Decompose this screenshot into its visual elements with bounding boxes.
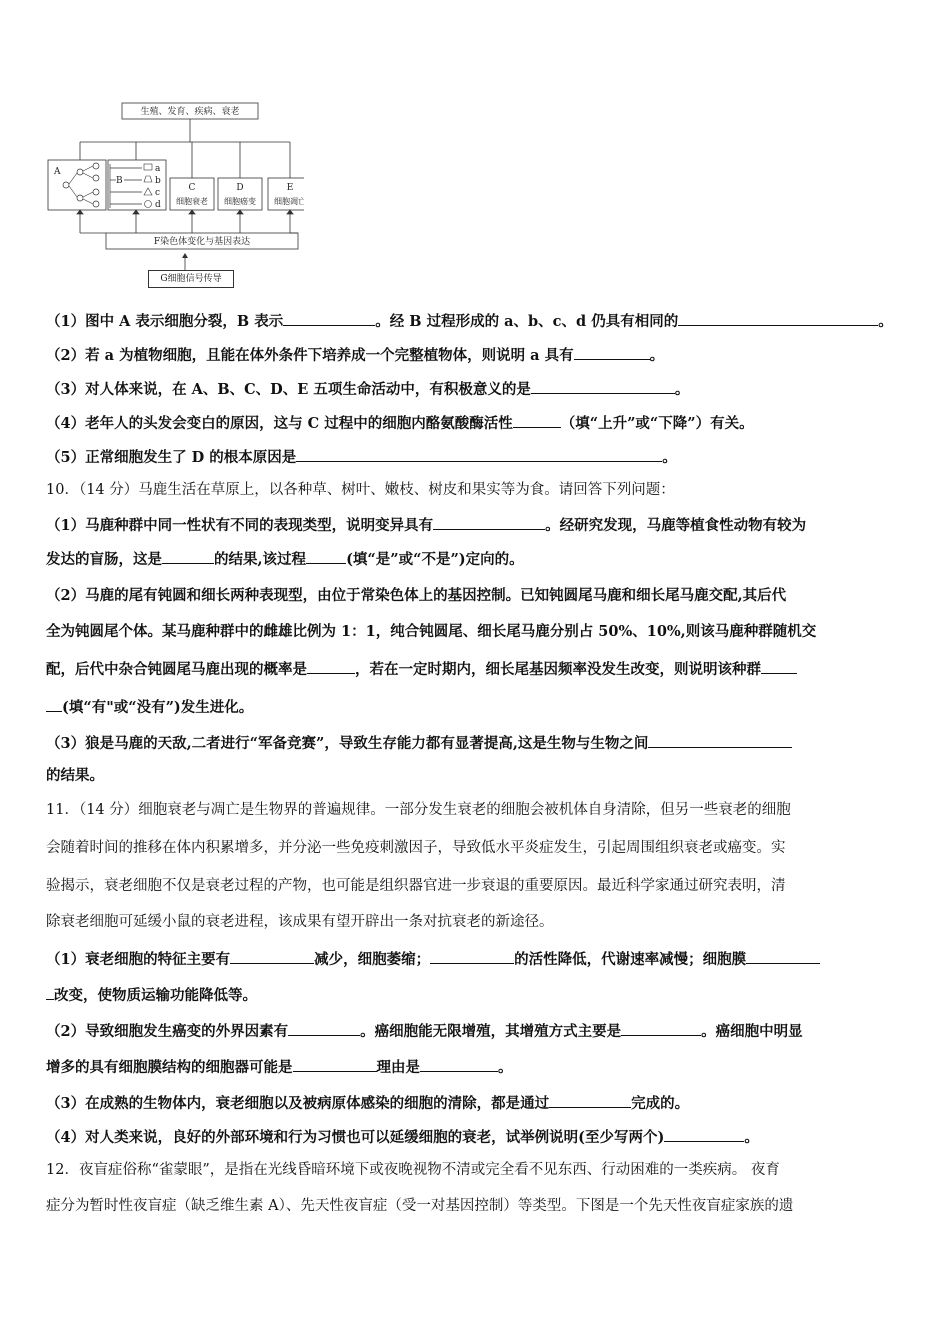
q11-part4: （4）对人类来说，良好的外部环境和行为习惯也可以延缓细胞的衰老，试举例说明(至少写两个) 。: [46, 1126, 916, 1148]
cell-life-activity-diagram: [44, 100, 304, 260]
cell-c-label: c: [155, 188, 161, 198]
q9-part5: （5）正常细胞发生了 D 的根本原因是 。: [46, 446, 916, 468]
box-c-label: 细胞衰老: [176, 197, 208, 206]
q11-part1-line2: 改变，使物质运输功能降低等。: [46, 984, 916, 1006]
q10-part1-line1: （1）马鹿种群中同一性状有不同的表现类型，说明变异具有 。经研究发现，马鹿等植食性动物有较为: [46, 514, 916, 536]
cell-d-label: d: [155, 200, 161, 210]
answer-blank[interactable]: [648, 732, 792, 748]
q10-part3-line1: （3）狼是马鹿的天敌,二者进行“军备竞赛”，导致生存能力都有显著提高,这是生物与生物之间: [46, 732, 916, 754]
box-a-letter: A: [54, 167, 61, 177]
answer-blank[interactable]: [513, 412, 561, 428]
answer-blank[interactable]: [664, 1126, 744, 1142]
q12-stem-line1: 12．夜盲症俗称“雀蒙眼”，是指在光线昏暗环境下或夜晚视物不清或完全看不见东西、行动困难的一类疾病。 夜育: [46, 1162, 780, 1178]
answer-blank[interactable]: [162, 548, 214, 564]
answer-blank[interactable]: [678, 310, 878, 326]
answer-blank[interactable]: [307, 658, 355, 674]
q9-part1: （1）图中 A 表示细胞分裂，B 表示 。经 B 过程形成的 a、b、c、d 仍具有相同的 。: [46, 310, 916, 332]
answer-blank[interactable]: [230, 948, 314, 964]
q10-part1-line2: 发达的盲肠，这是 的结果,该过程 (填“是”或“不是”)定向的。: [46, 548, 916, 570]
q10-part2-line3: 配，后代中杂合钝圆尾马鹿出现的概率是 ，若在一定时期内，细长尾基因频率没发生改变，则说明该种群: [46, 658, 916, 680]
q12-stem-line2: 症分为暂时性夜盲症（缺乏维生素 A）、先天性夜盲症（受一对基因控制）等类型。下图是一个先天性夜盲症家族的遗: [46, 1198, 794, 1214]
box-g-label: G细胞信号传导: [160, 274, 222, 284]
answer-blank[interactable]: [46, 984, 54, 1000]
g-to-f-arrow: [180, 252, 190, 270]
q11-stem-line1: 11．（14 分）细胞衰老与凋亡是生物界的普遍规律。一部分发生衰老的细胞会被机体自身清除，但另一些衰老的细胞: [46, 802, 791, 818]
answer-blank[interactable]: [531, 378, 675, 394]
box-c-letter: C: [188, 183, 196, 193]
q10-part3-line2: 的结果。: [46, 767, 104, 784]
answer-blank[interactable]: [621, 1020, 701, 1036]
box-f-label: F染色体变化与基因表达: [153, 237, 251, 247]
diagram-box-g: [148, 270, 234, 288]
answer-blank[interactable]: [288, 1020, 360, 1036]
answer-blank[interactable]: [430, 948, 514, 964]
box-d-letter: D: [236, 183, 244, 193]
answer-blank[interactable]: [574, 344, 650, 360]
answer-blank[interactable]: [296, 446, 662, 462]
q9-part4: （4）老年人的头发会变白的原因，这与 C 过程中的细胞内酪氨酸酶活性 （填“上升”或“下降”）有关。: [46, 412, 916, 434]
q10-part2-line1: （2）马鹿的尾有钝圆和细长两种表现型，由位于常染色体上的基因控制。已知钝圆尾马鹿和细长尾马鹿交配,其后代: [46, 587, 787, 604]
q11-stem-line2: 会随着时间的推移在体内积累增多，并分泌一些免疫刺激因子，导致低水平炎症发生，引起周围组织衰老或癌变。实: [46, 840, 786, 856]
top-box-label: 生殖、发育、疾病、衰老: [140, 107, 240, 117]
q10-part2-line4: (填“有"或“没有”)发生进化。: [46, 696, 916, 718]
answer-blank[interactable]: [306, 548, 346, 564]
box-d-label: 细胞癌变: [224, 197, 256, 206]
q11-part2-line1: （2）导致细胞发生癌变的外界因素有 。癌细胞能无限增殖，其增殖方式主要是 。癌细胞中明显: [46, 1020, 916, 1042]
box-e-label: 细胞凋亡: [274, 197, 304, 206]
answer-blank[interactable]: [420, 1056, 498, 1072]
box-b-letter: B: [116, 176, 123, 186]
q11-part2-line2: 增多的具有细胞膜结构的细胞器可能是 理由是 。: [46, 1056, 916, 1078]
answer-blank[interactable]: [293, 1056, 377, 1072]
answer-blank[interactable]: [283, 310, 375, 326]
answer-blank[interactable]: [549, 1092, 631, 1108]
diagram-svg: [44, 100, 304, 260]
cell-a-label: a: [155, 164, 161, 174]
answer-blank[interactable]: [433, 514, 545, 530]
q10-stem: 10．（14 分）马鹿生活在草原上，以各种草、树叶、嫩枝、树皮和果实等为食。请回答下列问题：: [46, 482, 675, 498]
q11-part1-line1: （1）衰老细胞的特征主要有 减少，细胞萎缩； 的活性降低，代谢速率减慢；细胞膜: [46, 948, 916, 970]
answer-blank[interactable]: [746, 948, 820, 964]
answer-blank[interactable]: [46, 696, 62, 712]
q9-part2: （2）若 a 为植物细胞，且能在体外条件下培养成一个完整植物体，则说明 a 具有 。: [46, 344, 916, 366]
q11-stem-line3: 验揭示，衰老细胞不仅是衰老过程的产物，也可能是组织器官进一步衰退的重要原因。最近科学家通过研究表明，清: [46, 878, 786, 894]
q10-part2-line2: 全为钝圆尾个体。某马鹿种群中的雌雄比例为 1：1，纯合钝圆尾、细长尾马鹿分别占 50%、10%,则该马鹿种群随机交: [46, 623, 817, 640]
cell-b-label: b: [155, 176, 161, 186]
q9-part3: （3）对人体来说，在 A、B、C、D、E 五项生命活动中，有积极意义的是 。: [46, 378, 916, 400]
q11-stem-line4: 除衰老细胞可延缓小鼠的衰老进程，该成果有望开辟出一条对抗衰老的新途径。: [46, 914, 554, 930]
q11-part3: （3）在成熟的生物体内，衰老细胞以及被病原体感染的细胞的清除，都是通过 完成的。: [46, 1092, 916, 1114]
answer-blank[interactable]: [761, 658, 797, 674]
box-e-letter: E: [286, 183, 294, 193]
